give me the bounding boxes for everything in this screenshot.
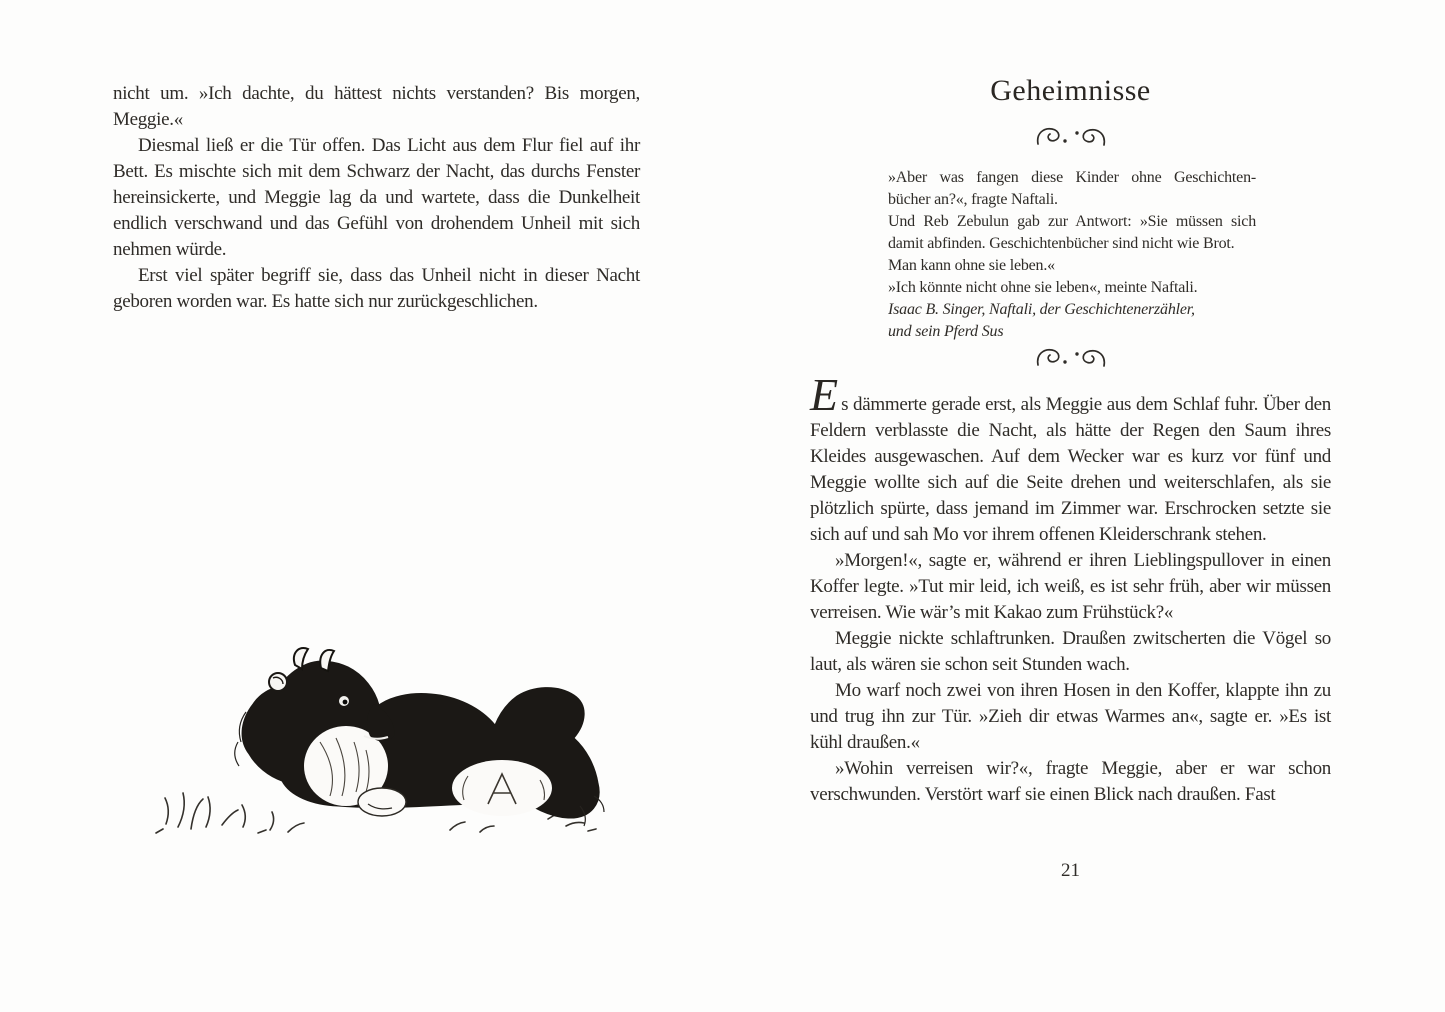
body-paragraph: Diesmal ließ er die Tür offen. Das Licht aus dem Flur fiel auf ihr Bett. Es mischte sich mit dem Schwarz der Nacht, das durchs Fenster hereinsickerte, und Meggie lag da und wartete, dass die Dunkelheit endlich verschwand und das Gefühl von drohendem Unheil mit sich nehmen würde. — [113, 135, 640, 260]
front-paw — [358, 788, 406, 816]
epigraph-attribution: Isaac B. Singer, Naftali, der Geschichtenerzähler, — [888, 301, 1195, 318]
chapter-body — [810, 369, 1331, 808]
epigraph-line: Man kann ohne sie leben.« — [888, 257, 1055, 274]
paragraph-text: s dämmerte gerade erst, als Meggie aus dem Schlaf fuhr. Über den Feldern verblasste die Nacht, als hätte der Regen den Saum ihres Kleides ausgewaschen. Auf dem Wecker war es kurz vor fünf und Meggie wollte sich auf die Seite drehen und weiterschlafen, als sie plötzlich spürte, dass jemand im Zimmer war. Erschrocken setzte sie sich auf und sah Mo vor ihrem offenen Kleiderschrank stehen. — [810, 394, 1331, 545]
epigraph-line: damit abfinden. Geschichtenbücher sind nicht wie Brot. — [888, 235, 1235, 252]
body-paragraph: Meggie nickte schlaftrunken. Draußen zwitscherten die Vögel so laut, als wären sie schon seit Stunden wach. — [810, 628, 1331, 675]
epigraph-line: Und Reb Zebulun gab zur Antwort: »Sie müssen sich — [888, 213, 1256, 230]
body-paragraph: Mo warf noch zwei von ihren Hosen in den Koffer, klappte ihn zu und trug ihn zur Tür. »Zieh dir etwas Warmes an«, sagte er. »Es ist kühl draußen.« — [810, 680, 1331, 753]
marten-figure — [235, 648, 604, 826]
body-paragraph: »Morgen!«, sagte er, während er ihren Lieblingspullover in einen Koffer legte. »Tut mir leid, ich weiß, es ist sehr früh, aber wir müssen verreisen. Wie wär’s mit Kakao zum Frühstück?« — [810, 550, 1331, 623]
body-paragraph: »Wohin verreisen wir?«, fragte Meggie, aber er war schon verschwunden. Verstört warf sie einen Blick nach draußen. Fast — [810, 758, 1331, 805]
hind-white-hump — [452, 760, 552, 816]
epigraph — [888, 167, 1256, 343]
body-paragraph: nicht um. »Ich dachte, du hättest nichts verstanden? Bis morgen, Meggie.« — [113, 83, 640, 130]
ear — [269, 673, 287, 691]
page-number: 21 — [1061, 860, 1080, 881]
drop-cap-initial: E — [810, 369, 839, 420]
body-paragraph — [810, 369, 1331, 548]
section-divider — [810, 124, 1331, 150]
epigraph-line: bücher an?«, fragte Naftali. — [888, 191, 1058, 208]
epigraph-line: »Ich könnte nicht ohne sie leben«, meinte Naftali. — [888, 279, 1198, 296]
epigraph-attribution: und sein Pferd Sus — [888, 323, 1004, 340]
body-paragraph: Erst viel später begriff sie, dass das Unheil nicht in dieser Nacht geboren worden war. Es hatte sich nur zurückgeschlichen. — [113, 265, 640, 312]
epigraph-line: »Aber was fangen diese Kinder ohne Geschichten- — [888, 169, 1256, 186]
horned-marten-ink-drawing-icon — [150, 646, 612, 842]
section-divider — [810, 345, 1331, 371]
left-page-text — [113, 81, 640, 315]
marten-illustration — [150, 646, 612, 844]
chapter-title: Geheimnisse — [990, 74, 1151, 107]
swirl-flourish-icon — [1035, 345, 1107, 371]
swirl-flourish-icon — [1035, 124, 1107, 150]
